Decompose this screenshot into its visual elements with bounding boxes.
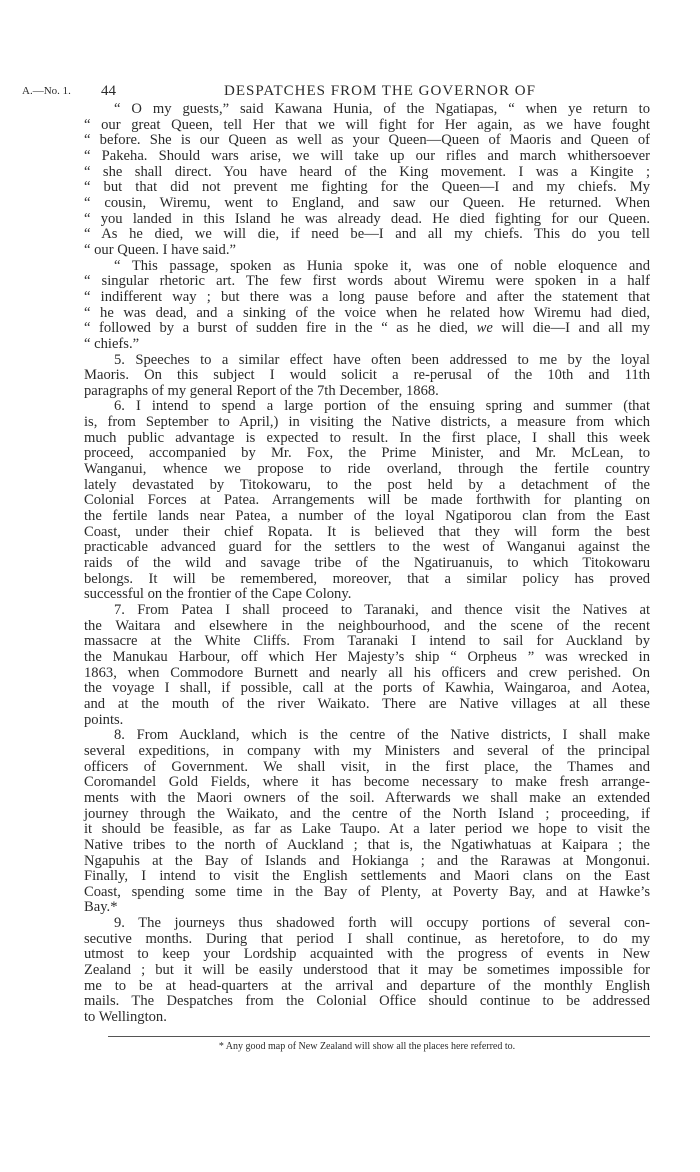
text-line: “ but that did not prevent me fighting for the Queen—I and my chiefs. My (84, 179, 650, 196)
text-line: belongs. It will be remembered, moreover, that a similar policy has proved (84, 570, 650, 587)
text-line: “ singular rhetoric art. The few first words about Wiremu were spoken in a half (84, 273, 650, 290)
text-line: Zealand ; but it will be easily understood that it may be sometimes impossible for (84, 962, 650, 979)
document-reference: A.—No. 1. (22, 85, 71, 97)
running-title: DESPATCHES FROM THE GOVERNOR OF (224, 83, 536, 99)
text-line: secutive months. During that period I shall continue, as heretofore, to do my (84, 930, 650, 947)
text-line: Coromandel Gold Fields, where it has become necessary to make fresh arrange- (84, 774, 650, 791)
text-line: 8. From Auckland, which is the centre of the Native districts, I shall make (114, 727, 650, 744)
page-number: 44 (101, 83, 116, 99)
paragraph (84, 603, 650, 728)
text-line: “ she shall direct. You have heard of the King movement. I was a Kingite ; (84, 163, 650, 180)
text-line: 9. The journeys thus shadowed forth will occupy portions of several con- (114, 915, 650, 932)
text-line: 6. I intend to spend a large portion of the ensuing spring and summer (that (114, 398, 650, 415)
text-line: massacre at the White Cliffs. From Taranaki I intend to sail for Auckland by (84, 633, 650, 650)
footnote: * Any good map of New Zealand will show all the places here referred to. (218, 1041, 516, 1052)
text-line: is, from September to April,) in visiting the Native districts, a measure from which (84, 414, 650, 431)
text-line: Coast, spending some time in the Bay of Plenty, at Poverty Bay, and at Hawke’s (84, 883, 650, 900)
text-line: “ he was dead, and a sinking of the voice when he related how Wiremu had died, (84, 304, 650, 321)
text-line: “ chiefs.” (84, 335, 140, 352)
text-line: practicable advanced guard for the settlers to the west of Wanganui against the (84, 539, 650, 556)
text-segment: “ followed by a burst of sudden fire in the “ as he died, (84, 320, 477, 337)
text-line: journey through the Waikato, and the centre of the North Island ; proceeding, if (84, 805, 650, 822)
text-line (84, 321, 650, 337)
text-line: the Manukau Harbour, off which Her Majesty’s ship “ Orpheus ” was wrecked in (84, 648, 650, 665)
text-line: “ indifferent way ; but there was a long pause before and after the statement that (84, 288, 650, 305)
text-line: “ This passage, spoken as Hunia spoke it, was one of noble eloquence and (114, 257, 650, 274)
text-line: officers of Government. We shall visit, in the first place, the Thames and (84, 758, 650, 775)
text-line: “ our Queen. I have said.” (84, 241, 236, 258)
text-line: 5. Speeches to a similar effect have often been addressed to me by the loyal (114, 351, 650, 368)
text-line: Ngapuhis at the Bay of Islands and Hokianga ; and the Rarawas at Mongonui. (84, 852, 650, 869)
paragraph (84, 399, 650, 603)
text-line: much public advantage is expected to result. In the first place, I shall this week (84, 429, 650, 446)
text-line: ments with the Maori owners of the soil. Afterwards we shall make an extended (84, 789, 650, 806)
text-line: Coast, under their chief Ropata. It is believed that they will form the best (84, 523, 650, 540)
paragraph (84, 916, 650, 1026)
text-line: lately devastated by Titokowaru, to the post held by a detachment of the (84, 476, 650, 493)
italic-text: we (476, 320, 493, 337)
paragraph (84, 353, 650, 400)
text-line: Wanganui, whence we propose to ride overland, through the fertile country (84, 461, 650, 478)
body-text (84, 102, 650, 1026)
text-line: proceed, accompanied by Mr. Fox, the Prime Minister, and Mr. McLean, to (84, 445, 650, 462)
text-line: “ cousin, Wiremu, went to England, and saw our Queen. He returned. When (84, 194, 650, 211)
text-line: the Waitara and elsewhere in the neighbourhood, and the scene of the recent (84, 617, 650, 634)
text-line: 7. From Patea I shall proceed to Taranaki, and thence visit the Natives at (114, 602, 650, 618)
text-line: and at the mouth of the river Waikato. There are Native villages at all these (84, 695, 650, 712)
text-line: Finally, I intend to visit the English settlements and Maori clans on the East (84, 868, 650, 885)
text-line: “ Pakeha. Should wars arise, we will take up our rifles and march whithersoever (84, 147, 650, 164)
text-line: the voyage I shall, if possible, call at the ports of Kawhia, Waingaroa, and Aotea, (84, 680, 650, 697)
text-line: successful on the frontier of the Cape Colony. (84, 586, 352, 603)
text-line: mails. The Despatches from the Colonial Office should continue to be addressed (84, 993, 650, 1010)
text-line: Colonial Forces at Patea. Arrangements will be made forthwith for planting on (84, 492, 650, 509)
text-line: 1863, when Commodore Burnett and nearly all his officers and crew perished. On (84, 664, 650, 681)
text-line: “ O my guests,” said Kawana Hunia, of the Ngatiapas, “ when ye return to (114, 101, 650, 117)
text-line: points. (84, 711, 124, 728)
text-line: Maoris. On this subject I would solicit a re-perusal of the 10th and 11th (84, 367, 650, 384)
text-line: “ before. She is our Queen as well as your Queen—Queen of Maoris and Queen of (84, 132, 650, 149)
text-line: “ our great Queen, tell Her that we will fight for Her again, as we have fought (84, 116, 650, 133)
footnote-divider (108, 1036, 650, 1037)
text-line: “ you landed in this Island he was already dead. He died fighting for our Queen. (84, 210, 650, 227)
text-line: several expeditions, in company with my Ministers and several of the principal (84, 742, 650, 759)
paragraph (84, 102, 650, 259)
text-line: Bay.* (84, 899, 118, 916)
text-line: me to be at head-quarters at the arrival and departure of the monthly English (84, 977, 650, 994)
text-line: Native tribes to the north of Auckland ; that is, the Ngatiwhatuas at Kaipara ; the (84, 836, 650, 853)
text-line: “ As he died, we will die, if need be—I and all my chiefs. This do you tell (84, 226, 650, 243)
text-segment: will die—I and all my (492, 320, 650, 337)
text-line: raids of the wild and savage tribe of the Ngatiruanuis, to which Titokowaru (84, 555, 650, 572)
text-line: paragraphs of my general Report of the 7th December, 1868. (84, 382, 439, 399)
text-line: utmost to keep your Lordship acquainted with the progress of events in New (84, 946, 650, 963)
paragraph (84, 259, 650, 353)
text-line: to Wellington. (84, 1009, 167, 1026)
paragraph (84, 728, 650, 916)
text-line: it should be feasible, as far as Lake Taupo. At a later period we hope to visit the (84, 821, 650, 838)
text-line: the fertile lands near Patea, a number of the loyal Ngatiporou clan from the East (84, 508, 650, 525)
